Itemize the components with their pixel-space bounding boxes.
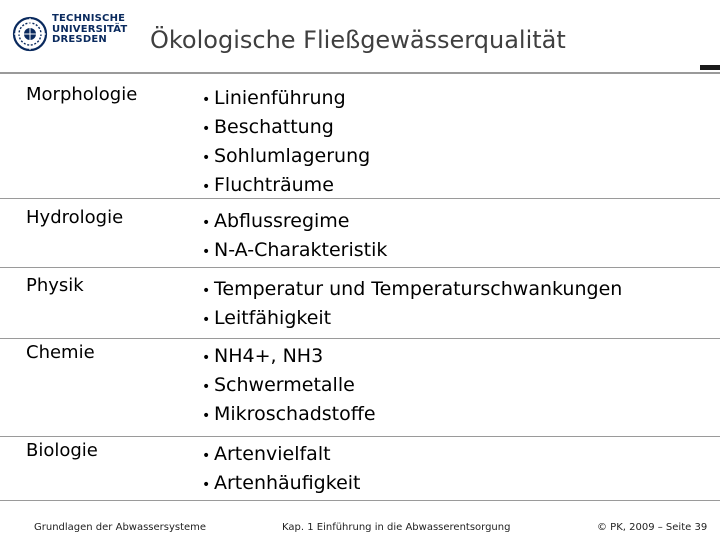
university-seal-icon (12, 16, 48, 52)
university-logo (12, 12, 130, 52)
list-item-text: Abflussregime (214, 210, 350, 232)
list-item (202, 84, 370, 113)
list-item (202, 440, 361, 469)
row-bullet-list (202, 84, 370, 200)
list-item-text: Linienführung (214, 87, 346, 109)
slide-title: Ökologische Fließgewässerqualität (150, 26, 566, 54)
list-item-text: NH4+, NH3 (214, 345, 324, 367)
bullet-icon: • (202, 448, 211, 464)
title-rule (0, 72, 720, 74)
logo-line-2: UNIVERSITÄT (52, 23, 128, 35)
row-label: Hydrologie (26, 207, 124, 228)
list-item (202, 236, 387, 265)
row-label: Morphologie (26, 84, 138, 105)
list-item-text: Mikroschadstoffe (214, 403, 376, 425)
logo-wordmark (52, 14, 144, 46)
list-item (202, 371, 376, 400)
list-item (202, 171, 370, 200)
bullet-icon: • (202, 92, 211, 108)
bullet-icon: • (202, 244, 211, 260)
bullet-icon: • (202, 477, 211, 493)
bullet-icon: • (202, 283, 211, 299)
list-item (202, 400, 376, 429)
list-item-text: Fluchträume (214, 174, 334, 196)
list-item-text: Artenhäufigkeit (214, 472, 361, 494)
list-item (202, 304, 622, 333)
bullet-icon: • (202, 379, 211, 395)
row-divider (0, 436, 720, 437)
logo-line-1: TECHNISCHE (52, 13, 126, 24)
bullet-icon: • (202, 150, 211, 166)
list-item-text: Leitfähigkeit (214, 307, 332, 329)
list-item (202, 142, 370, 171)
list-item-text: Beschattung (214, 116, 334, 138)
list-item-text: Sohlumlagerung (214, 145, 371, 167)
title-accent-bar (700, 65, 720, 70)
list-item-text: Artenvielfalt (214, 443, 331, 465)
list-item (202, 342, 376, 371)
row-bullet-list (202, 440, 361, 498)
bullet-icon: • (202, 408, 211, 424)
bullet-icon: • (202, 312, 211, 328)
list-item-text: Schwermetalle (214, 374, 355, 396)
row-label: Biologie (26, 440, 98, 461)
bullet-icon: • (202, 121, 211, 137)
bullet-icon: • (202, 350, 211, 366)
list-item (202, 469, 361, 498)
row-divider (0, 198, 720, 199)
footer-course-title: Grundlagen der Abwassersysteme (34, 522, 207, 533)
row-bullet-list (202, 207, 387, 265)
footer-rule (0, 500, 720, 501)
list-item-text: N-A-Charakteristik (214, 239, 388, 261)
row-divider (0, 338, 720, 339)
list-item (202, 207, 387, 236)
row-label: Chemie (26, 342, 95, 363)
footer-chapter: Kap. 1 Einführung in die Abwasserentsorgung (282, 522, 511, 533)
bullet-icon: • (202, 215, 211, 231)
bullet-icon: • (202, 179, 211, 195)
row-bullet-list (202, 275, 622, 333)
footer-page-number: © PK, 2009 – Seite 39 (597, 522, 708, 533)
list-item (202, 113, 370, 142)
list-item (202, 275, 622, 304)
list-item-text: Temperatur und Temperaturschwankungen (214, 278, 623, 300)
row-bullet-list (202, 342, 376, 429)
row-divider (0, 267, 720, 268)
logo-line-3: DRESDEN (52, 34, 107, 45)
row-label: Physik (26, 275, 84, 296)
